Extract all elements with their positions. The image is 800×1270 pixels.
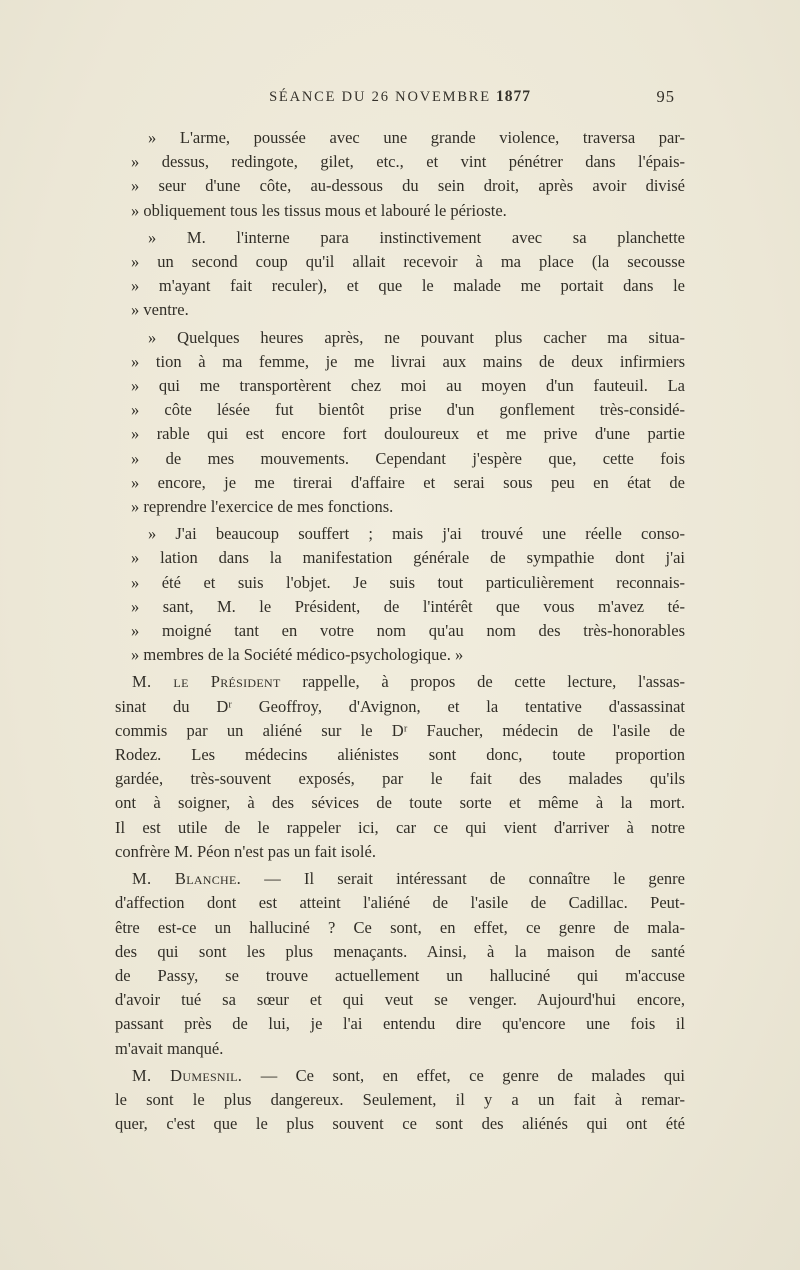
paragraph-speech: [115, 867, 685, 1061]
paragraph-quote: [115, 126, 685, 223]
text-line: sinat du Dʳ Geoffroy, d'Avignon, et la tentative d'assassinat: [115, 696, 685, 716]
text-line: » seur d'une côte, au-dessous du sein droit, après avoir divisé: [131, 176, 685, 196]
text-line: de Passy, se trouve actuellement un halluciné qui m'accuse: [115, 965, 685, 985]
text-line: Rodez. Les médecins aliénistes sont donc, toute proportion: [115, 745, 685, 765]
running-title: [115, 88, 685, 106]
text-line: » côte lésée fut bientôt prise d'un gonflement très-considé-: [131, 400, 685, 420]
text-line: être est-ce un halluciné ? Ce sont, en effet, ce genre de mala-: [115, 917, 685, 937]
speech-text: — Ce sont, en effet, ce genre de malades qui: [242, 1065, 685, 1085]
text-line: quer, c'est que le plus souvent ce sont des aliénés qui ont été: [115, 1114, 685, 1134]
speech-text: — Il serait intéressant de connaître le genre: [241, 869, 685, 889]
text-line: » lation dans la manifestation générale de sympathie dont j'ai: [131, 548, 685, 568]
text-line: commis par un aliéné sur le Dʳ Faucher, médecin de l'asile de: [115, 720, 685, 740]
speaker-name: M. Dumesnil.: [132, 1065, 243, 1085]
text-line: » tion à ma femme, je me livrai aux mains de deux infirmiers: [131, 351, 685, 371]
text-line: » m'ayant fait reculer), et que le malade me portait dans le: [131, 276, 685, 296]
speaker-name: M. le Président: [132, 672, 281, 692]
text-line: m'avait manqué.: [115, 1038, 224, 1058]
text-line: le sont le plus dangereux. Seulement, il y a un fait à remar-: [115, 1089, 685, 1109]
speaker-name: M. Blanche.: [132, 869, 242, 889]
text-line: » dessus, redingote, gilet, etc., et vint pénétrer dans l'épais-: [131, 152, 685, 172]
text-line: » reprendre l'exercice de mes fonctions.: [131, 497, 394, 517]
text-line: » été et suis l'objet. Je suis tout particulièrement reconnais-: [131, 572, 685, 592]
page-column: [115, 88, 685, 1139]
speech-text: rappelle, à propos de cette lecture, l'assas-: [280, 672, 685, 692]
text-line: » qui me transportèrent chez moi au moyen d'un fauteuil. La: [131, 376, 685, 396]
text-line: » sant, M. le Président, de l'intérêt que vous m'avez té-: [131, 596, 685, 616]
paragraph-quote: [115, 522, 685, 667]
paragraph-speech: [115, 1064, 685, 1137]
page-number: 95: [656, 87, 675, 106]
text-line: » membres de la Société médico-psychologique. »: [131, 645, 464, 665]
text-line: gardée, très-souvent exposés, par le fait des malades qu'ils: [115, 769, 685, 789]
text-line: [115, 670, 685, 694]
seance-title: SÉANCE DU 26 NOVEMBRE: [269, 89, 491, 105]
text-line: » moigné tant en votre nom qu'au nom des très-honorables: [131, 621, 685, 641]
text-line: » J'ai beaucoup souffert ; mais j'ai trouvé une réelle conso-: [148, 524, 685, 544]
text-line: ont à soigner, à des sévices de toute sorte et même à la mort.: [115, 793, 685, 813]
text-line: » M. l'interne para instinctivement avec sa planchette: [148, 227, 685, 247]
text-line: [115, 867, 685, 891]
paragraph-quote: [115, 326, 685, 520]
text-line: passant près de lui, je l'ai entendu dire qu'encore une fois il: [115, 1014, 685, 1034]
text-line: » encore, je me tirerai d'affaire et serai sous peu en état de: [131, 472, 685, 492]
paragraph-quote: [115, 226, 685, 323]
text-line: » rable qui est encore fort douloureux et me prive d'une partie: [131, 424, 685, 444]
text-line: » ventre.: [131, 300, 189, 320]
page-header: [115, 88, 685, 112]
text-line: » de mes mouvements. Cependant j'espère que, cette fois: [131, 448, 685, 468]
text-line: des qui sont les plus menaçants. Ainsi, à la maison de santé: [115, 941, 685, 961]
text-line: » L'arme, poussée avec une grande violence, traversa par-: [148, 128, 685, 147]
text-line: confrère M. Péon n'est pas un fait isolé.: [115, 841, 376, 861]
text-line: » obliquement tous les tissus mous et labouré le périoste.: [131, 200, 507, 220]
text-line: » Quelques heures après, ne pouvant plus cacher ma situa-: [148, 327, 685, 347]
text-line: » un second coup qu'il allait recevoir à ma place (la secousse: [131, 252, 685, 272]
text-line: d'affection dont est atteint l'aliéné de l'asile de Cadillac. Peut-: [115, 893, 685, 913]
paragraph-speech: [115, 670, 685, 864]
text-line: d'avoir tué sa sœur et qui veut se venger. Aujourd'hui encore,: [115, 990, 685, 1010]
seance-year: 1877: [495, 88, 531, 105]
text-line: [115, 1064, 685, 1088]
text-line: Il est utile de le rappeler ici, car ce qui vient d'arriver à notre: [115, 817, 685, 837]
